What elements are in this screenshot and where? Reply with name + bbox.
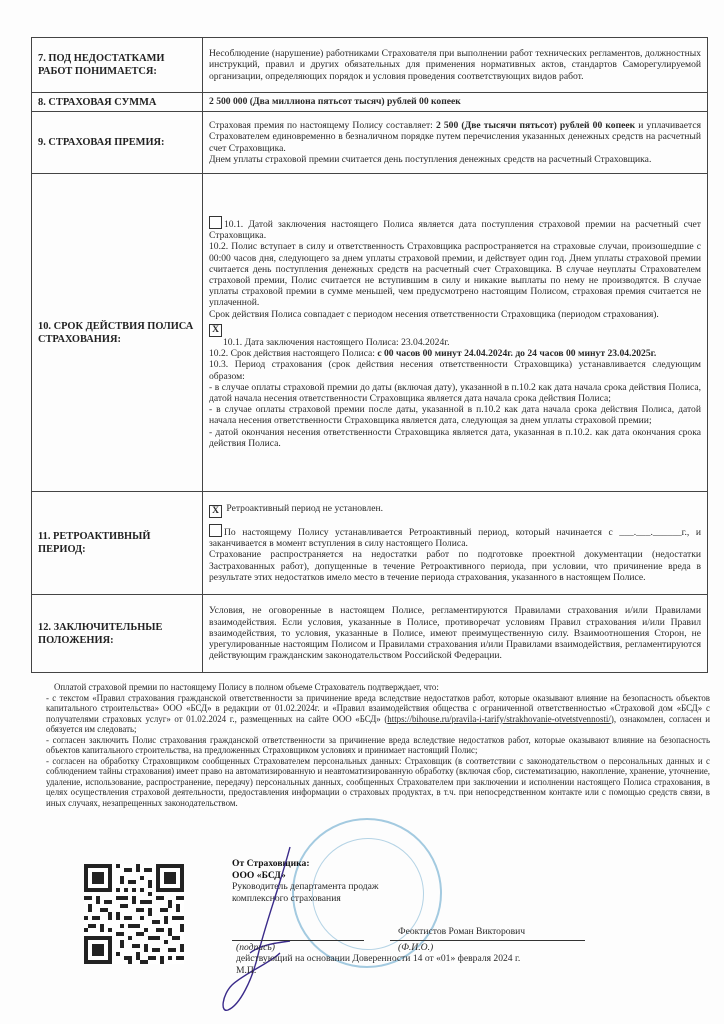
name-caption: (Ф.И.О.) bbox=[398, 942, 434, 953]
term-option-a: 10.1. Датой заключения настоящего Полиса является дата поступления страховой премии на расчетный счет Страховщика. bbox=[209, 216, 701, 241]
policy-term: с 00 часов 00 минут 24.04.2024г. до 24 часов 00 минут 23.04.2025г. bbox=[377, 348, 657, 360]
section-text: Несоблюдение (нарушение) работниками Страхователя при выполнении работ технических регламентов, должностных инструкций, правил и других обязательных для применения нормативных актов, стандартов Саморегулируемой организации, определяющих порядок и условия проведения соответствующих видов работ. bbox=[203, 38, 708, 93]
authority-basis: действующий на основании Доверенности 14 от «01» февраля 2024 г. bbox=[236, 953, 521, 964]
section-label: 11. РЕТРОАКТИВНЫЙ ПЕРИОД: bbox=[32, 492, 203, 595]
handwritten-signature bbox=[220, 845, 310, 1015]
signature-block: От Страховщика: ООО «БСД» Руководитель департамента продаж комплексного страхования bbox=[232, 858, 379, 904]
checkbox-retro-option-b[interactable] bbox=[209, 524, 222, 537]
section-label: 8. СТРАХОВАЯ СУММА bbox=[32, 93, 203, 112]
rules-link[interactable]: https://bihouse.ru/pravila-i-tarify/strakhovanie-otvetstvennosti/ bbox=[387, 713, 611, 724]
term-option-b bbox=[209, 322, 701, 337]
section-text: Страховая премия по настоящему Полису составляет: 2 500 (Две тысячи пятьсот) рублей 00 копеек и уплачивается Страхователем единовременно в безналичном порядке путем перечисления указанных денежных средств на расчетный счет Страховщика. Днем уплаты страховой премии считается день поступления денежных средств на расчетный Страховщика. bbox=[203, 112, 708, 174]
section-label: 7. ПОД НЕДОСТАТКАМИ РАБОТ ПОНИМАЕТСЯ: bbox=[32, 38, 203, 93]
section-text: X Ретроактивный период не установлен. По настоящему Полису устанавливается Ретроактивный период, который начинается с ___.___.______г., и заканчивается в момент вступления в силу настоящего Полиса. Страхование распространяется на недостатки работ по подготовке проектной документации (недостатки Застрахованных работ), допущенные в течение Ретроактивного периода, при условии, что причинение вреда в результате этих недостатков имело место в течение периода страхования, указанного в настоящем Полисе. bbox=[203, 492, 708, 595]
checkbox-term-option-b[interactable]: X bbox=[209, 324, 222, 337]
section-text: 10.1. Датой заключения настоящего Полиса является дата поступления страховой премии на расчетный счет Страховщика. 10.2. Полис вступает в силу и ответственность Страховщика распространяется на страховые случаи, произошедшие с 00:00 часов дня, следующего за днем уплаты страховой премии, и действует один год. Днем уплаты страховой премии считается день поступления денежных средств на расчетный счет Страховщика. В случае неуплаты Страхователем страховой премии, Полис считается не вступившим в силу и никакие выплаты по нему не производятся. В случае уплаты страховой премии в сумме меньшей, чем предусмотрено настоящим Полисом, страховая премия считается не уплаченной. Срок действия Полиса совпадает с периодом несения ответственности Страховщика (периодом страхования). X 10.1. Дата заключения настоящего Полиса: 23.04.2024г. 10.2. Срок действия настоящего Полиса: с 00 часов 00 минут 24.04.2024г. до 24 часов 00 минут 23.04.2025г. 10.3. Период страхования (срок действия несения ответственности Страховщика) устанавливается следующим образом: - в случае оплаты страховой премии до даты (включая дату), указанной в п.10.2 как дата начала срока действия Полиса, датой начала несения ответственности Страховщика является дата начала срока действия Полиса; - в случае оплаты страховой премии после даты, указанной в п.10.2 как дата начала срока действия Полиса, датой начала несения ответственности Страховщика является дата, следующая за днем уплаты страховой премии; - датой окончания несения ответственности Страховщика является дата, указанная в п.10.2. как дата окончания срока действия Полиса. bbox=[203, 174, 708, 492]
table-row-section-8 bbox=[32, 93, 708, 112]
table-row-section-12 bbox=[32, 595, 708, 673]
table-row-section-10 bbox=[32, 174, 708, 492]
section-label: 10. СРОК ДЕЙСТВИЯ ПОЛИСА СТРАХОВАНИЯ: bbox=[32, 174, 203, 492]
table-row-section-11 bbox=[32, 492, 708, 595]
section-label: 9. СТРАХОВАЯ ПРЕМИЯ: bbox=[32, 112, 203, 174]
confirmation-text: Оплатой страховой премии по настоящему Полису в полном объеме Страхователь подтверждает, что: - с текстом «Правил страхования гражданской ответственности за причинение вреда вследствие недостатков работ, которые оказывают влияние на безопасность объектов капитального строительства» ООО «БСД» в редакции от 01.02.2024г. и «Правил взаимодействия общества с ограниченной ответственностью «Страховой дом «БСД» с получателями страховых услуг» от 01.02.2024 г., размещенных на сайте ООО «БСД» (https://bihouse.ru/pravila-i-tarify/strakhovanie-otvetstvennosti/), ознакомлен, согласен и обязуется им следовать; - согласен заключить Полис страхования гражданской ответственности за причинение вреда вследствие недостатков работ, которые оказывают влияние на безопасность объектов капитального строительства, на предложенных Страховщиком условиях и принимает настоящий Полис; - согласен на обработку Страховщиком сообщенных Страхователем персональных данных: Страховщик (в соответствии с законодательством о персональных данных и с соблюдением тайны страхования) имеет право на автоматизированную и неавтоматизированную обработку (включая сбор, систематизацию, накопление, хранение, уточнение, удаление, использование, распространение, передачу) персональных данных, сообщенных Страхователем при заключении и исполнении настоящего Полиса страхования, в целях осуществления страховой деятельности, предоставления информации о страховых продуктах, в т.ч. при непосредственном контакте или с помощью средств связи, в иных случаях, незапрещенных законодательством. bbox=[46, 682, 710, 808]
company-name: ООО «БСД» bbox=[232, 869, 286, 881]
table-row-section-7 bbox=[32, 38, 708, 93]
retro-option-b: По настоящему Полису устанавливается Ретроактивный период, который начинается с ___.___.______г., и заканчивается в момент вступления в силу настоящего Полиса. bbox=[209, 524, 701, 549]
table-row-section-9 bbox=[32, 112, 708, 174]
retro-option-a: X Ретроактивный период не установлен. bbox=[209, 503, 701, 518]
section-text: Условия, не оговоренные в настоящем Полисе, регламентируются Правилами страхования и/или Правилами взаимодействия. Если условия, указанные в Полисе, противоречат условиям Правил страхования и/или Правил взаимодействия, то условия, указанные в Полисе, имеют преимущественную силу. Взаимоотношения Сторон, не урегулированные настоящим Полисом и Правилами страхования и/или Правилами взаимодействия, регламентируются действующим гражданским законодательством Российской Федерации. bbox=[203, 595, 708, 673]
signer-name: Феоктистов Роман Викторович bbox=[398, 926, 526, 937]
policy-table bbox=[31, 37, 708, 673]
name-line bbox=[390, 940, 585, 941]
qr-code bbox=[84, 864, 184, 964]
checkbox-term-option-a[interactable] bbox=[209, 216, 222, 229]
section-label: 12. ЗАКЛЮЧИТЕЛЬНЫЕ ПОЛОЖЕНИЯ: bbox=[32, 595, 203, 673]
checkbox-retro-option-a[interactable]: X bbox=[209, 505, 222, 518]
seal-placeholder: М.П. bbox=[236, 965, 257, 976]
signature-line bbox=[232, 940, 364, 941]
signature-caption: (подпись) bbox=[236, 942, 275, 953]
premium-amount: 2 500 (Две тысячи пятьсот) рублей 00 копеек bbox=[435, 120, 636, 132]
insured-sum: 2 500 000 (Два миллиона пятьсот тысяч) рублей 00 копеек bbox=[203, 93, 708, 112]
